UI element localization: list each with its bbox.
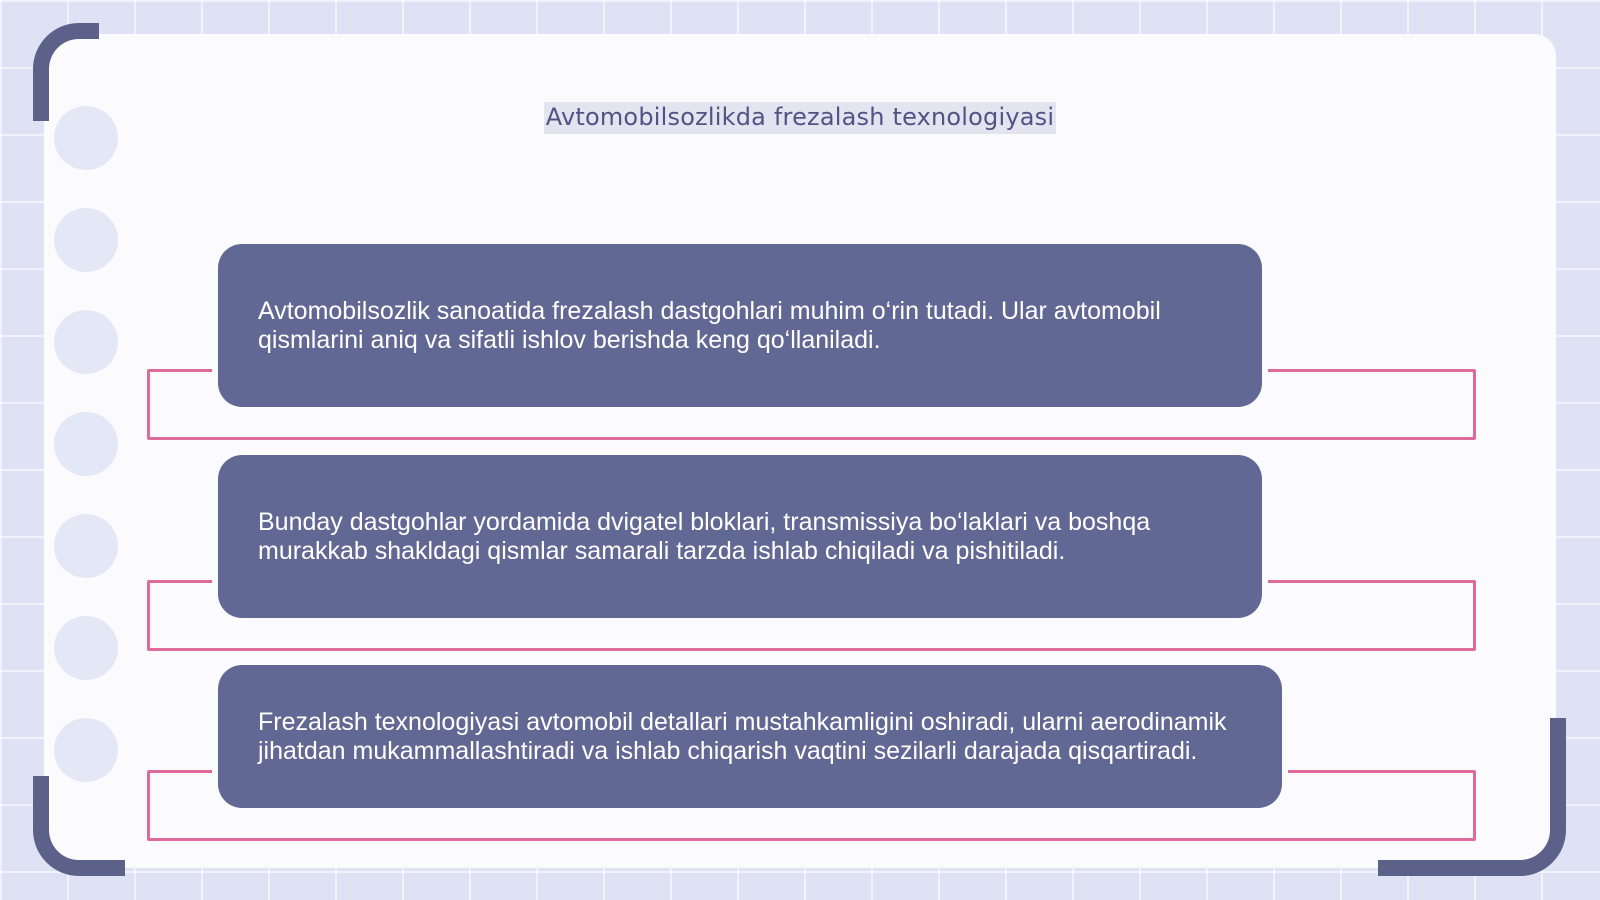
corner-bracket-bottom-left [33, 776, 125, 876]
item-text: Frezalash texnologiyasi avtomobil detallari mustahkamligini oshiradi, ularni aerodinamik jihatdan mukammallashtiradi va ishlab chiqarish vaqtini sezilarli darajada qisqartiradi. [258, 707, 1227, 765]
paper-scallop [54, 208, 118, 272]
slide-title: Avtomobilsozlikda frezalash texnologiyasi [544, 102, 1057, 134]
item-card [218, 244, 1262, 407]
paper-scallop [54, 616, 118, 680]
paper-scallop [54, 412, 118, 476]
paper-scallop [54, 718, 118, 782]
item-card [218, 455, 1262, 618]
slide-title-wrapper [0, 96, 1600, 134]
item-card [218, 665, 1282, 808]
item-text: Bunday dastgohlar yordamida dvigatel bloklari, transmissiya bo‘laklari va boshqa murakkab shakldagi qismlar samarali tarzda ishlab chiqiladi va pishitiladi. [258, 507, 1151, 565]
paper-scallop [54, 310, 118, 374]
item-text: Avtomobilsozlik sanoatida frezalash dastgohlari muhim o‘rin tutadi. Ular avtomobil qismlarini aniq va sifatli ishlov berishda keng qo‘llaniladi. [258, 296, 1161, 354]
paper-scallop [54, 514, 118, 578]
